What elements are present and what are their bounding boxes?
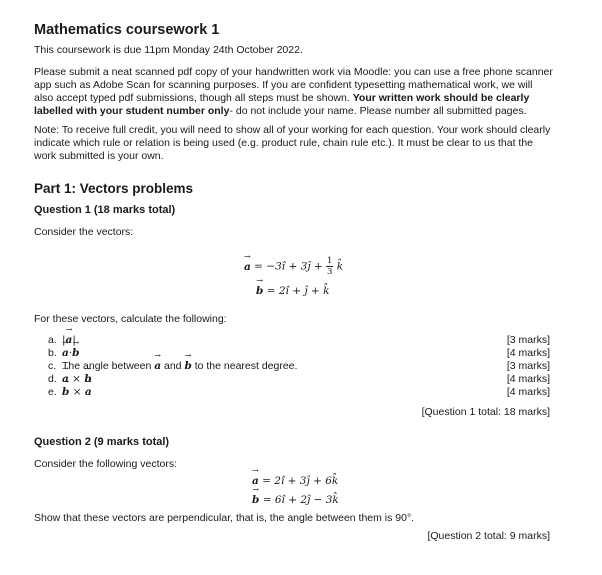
q1-item-e: e. → b × → a [4 marks] (48, 386, 550, 399)
cross-product-ab: → a × → b (62, 373, 92, 385)
marks: [4 marks] (506, 386, 550, 398)
q1-equation-b (256, 285, 329, 297)
marks: [4 marks] (506, 347, 550, 359)
instructions-bold: Your written work should be clearly labelled with your student number only (34, 92, 530, 117)
submission-instructions (34, 66, 554, 118)
q2-equation-a: → a = 2î + 3ĵ + 6k̂ (252, 475, 338, 487)
q2-total: [Question 2 total: 9 marks] (427, 530, 550, 542)
marks: [3 marks] (506, 334, 550, 346)
dot-product: → a·→ b (62, 347, 80, 359)
magnitude-a: |→ a| (62, 334, 76, 346)
cross-product-ba: → b × → a (62, 386, 92, 398)
fraction-one-third: $\frac{1}{3}$ (327, 256, 333, 277)
marks: [4 marks] (506, 373, 550, 385)
q1-eq-b-body: = 2î + ĵ + k̂ (266, 285, 330, 297)
part1-heading: Part 1: Vectors problems (34, 181, 194, 196)
q1-item-b: b. → a·→ b [4 marks] (48, 347, 550, 360)
q1-item-a: a. |→ a| [3 marks] (48, 334, 550, 347)
q1-total: [Question 1 total: 18 marks] (421, 406, 550, 418)
document-title: Mathematics coursework 1 (34, 22, 220, 38)
angle-text: The angle between → a and → b to the nearest degree. (62, 360, 297, 372)
q1-item-c: c. The angle between → a and → b to the nearest degree. [3 marks] (48, 360, 550, 373)
q1-eq-a-body: = −3î + 3ĵ + (254, 260, 323, 273)
q1-item-d: d. → a × → b [4 marks] (48, 373, 550, 386)
q1-equation-a (244, 256, 343, 277)
q1-intro: Consider the vectors: (34, 226, 134, 238)
q1-heading: Question 1 (18 marks total) (34, 204, 176, 216)
q2-heading: Question 2 (9 marks total) (34, 436, 170, 448)
instructions-tail: - do not include your name. Please number all submitted pages. (229, 105, 527, 117)
due-date: This coursework is due 11pm Monday 24th October 2022. (34, 44, 303, 56)
q2-equation-b: → b = 6î + 2ĵ − 3k̂ (252, 494, 339, 506)
q1-eq-a-end: k̂ (336, 260, 344, 273)
marks: [3 marks] (506, 360, 550, 372)
q2-intro: Consider the following vectors: (34, 458, 177, 470)
note-paragraph: Note: To receive full credit, you will need to show all of your working for each question. Your work should clearly indicate which rule or relation is being used (e.g. product rule, chain rule etc.). It must be clear to us that the work submitted is your own. (34, 124, 551, 162)
q1-prompt: For these vectors, calculate the following: (34, 313, 227, 325)
vector-b-symbol: → b (256, 285, 263, 297)
q2-statement: Show that these vectors are perpendicular, that is, the angle between them is 90°. (34, 512, 415, 524)
vector-a-symbol: → a (244, 261, 251, 273)
instructions-text: Please submit a neat scanned pdf copy of your handwritten work via Moodle: you can use a free phone scanner app such as Adobe Scan for scanning purposes. If you are confident typesetting mathematical work, we will also accept typed pdf submissions, though all steps must be shown. (34, 66, 553, 104)
